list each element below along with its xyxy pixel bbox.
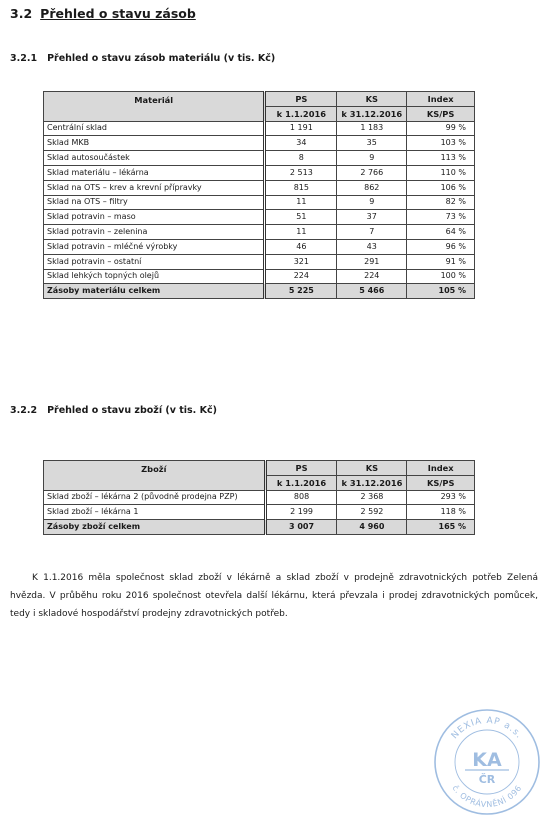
row-name: Sklad materiálu – lékárna bbox=[44, 165, 265, 180]
section-number: 3.2 bbox=[10, 6, 33, 21]
header-goods: Zboží bbox=[44, 461, 266, 491]
row-ps: 808 bbox=[265, 490, 337, 505]
row-ps: 51 bbox=[265, 210, 337, 225]
row-name: Sklad na OTS – filtry bbox=[44, 195, 265, 210]
row-index: 91 % bbox=[407, 254, 475, 269]
header-ps-date: k 1.1.2016 bbox=[265, 475, 337, 490]
subsection-heading-materials bbox=[10, 53, 275, 64]
paragraph-text: K 1.1.2016 měla společnost sklad zboží v lékárně a sklad zboží v prodejně zdravotnických potřeb Zelená hvězda. V průběhu roku 2016 společnost otevřela další lékárnu, která převzala i prodej zdravotnických pomůcek, tedy i skladové hospodářství prodejny zdravotnických potřeb. bbox=[10, 573, 538, 619]
header-ks-date: k 31.12.2016 bbox=[337, 106, 407, 121]
header-index: Index bbox=[407, 92, 475, 107]
row-index: 64 % bbox=[407, 225, 475, 240]
table-row bbox=[44, 490, 475, 505]
subsection-title: Přehled o stavu zásob materiálu (v tis. Kč) bbox=[47, 53, 276, 64]
row-name: Sklad na OTS – krev a krevní přípravky bbox=[44, 180, 265, 195]
row-name: Sklad MKB bbox=[44, 136, 265, 151]
table-row bbox=[44, 269, 475, 284]
row-ks: 224 bbox=[337, 269, 407, 284]
total-ps: 3 007 bbox=[265, 520, 337, 535]
total-index: 165 % bbox=[407, 520, 475, 535]
row-ps: 1 191 bbox=[265, 121, 337, 136]
row-ps: 321 bbox=[265, 254, 337, 269]
row-ks: 1 183 bbox=[337, 121, 407, 136]
row-ks: 9 bbox=[337, 151, 407, 166]
row-ks: 43 bbox=[337, 239, 407, 254]
subsection-number: 3.2.2 bbox=[10, 405, 38, 416]
row-ks: 2 592 bbox=[337, 505, 407, 520]
row-ks: 35 bbox=[337, 136, 407, 151]
row-name: Sklad potravin – ostatní bbox=[44, 254, 265, 269]
table-row bbox=[44, 121, 475, 136]
table-row bbox=[44, 180, 475, 195]
header-ps: PS bbox=[265, 461, 337, 476]
row-index: 110 % bbox=[407, 165, 475, 180]
row-index: 293 % bbox=[407, 490, 475, 505]
row-ps: 8 bbox=[265, 151, 337, 166]
table-row bbox=[44, 151, 475, 166]
header-index-sub: KS/PS bbox=[407, 106, 475, 121]
stamp-top-text: NEXIA AP a.s. bbox=[449, 715, 525, 742]
row-index: 113 % bbox=[407, 151, 475, 166]
table-row bbox=[44, 225, 475, 240]
row-ps: 2 199 bbox=[265, 505, 337, 520]
header-index-sub: KS/PS bbox=[407, 475, 475, 490]
header-index: Index bbox=[407, 461, 475, 476]
header-ps-date: k 1.1.2016 bbox=[265, 106, 337, 121]
row-index: 100 % bbox=[407, 269, 475, 284]
row-name: Sklad potravin – mléčné výrobky bbox=[44, 239, 265, 254]
row-name: Sklad autosoučástek bbox=[44, 151, 265, 166]
header-ks: KS bbox=[337, 92, 407, 107]
materials-table bbox=[43, 91, 475, 299]
row-index: 118 % bbox=[407, 505, 475, 520]
subsection-heading-goods bbox=[10, 405, 217, 416]
svg-text:NEXIA AP a.s. bbox=[450, 716, 524, 741]
goods-table bbox=[43, 460, 475, 535]
header-material: Materiál bbox=[44, 92, 265, 122]
table-row bbox=[44, 210, 475, 225]
row-ks: 7 bbox=[337, 225, 407, 240]
header-ks: KS bbox=[337, 461, 407, 476]
row-ps: 34 bbox=[265, 136, 337, 151]
row-ks: 862 bbox=[337, 180, 407, 195]
stamp-center-text: KA bbox=[472, 749, 502, 771]
row-index: 106 % bbox=[407, 180, 475, 195]
table-row bbox=[44, 254, 475, 269]
row-ks: 2 766 bbox=[337, 165, 407, 180]
row-ps: 46 bbox=[265, 239, 337, 254]
row-ks: 37 bbox=[337, 210, 407, 225]
table-row bbox=[44, 239, 475, 254]
row-ps: 11 bbox=[265, 225, 337, 240]
row-ks: 291 bbox=[337, 254, 407, 269]
total-row bbox=[44, 520, 475, 535]
row-ps: 224 bbox=[265, 269, 337, 284]
total-row bbox=[44, 284, 475, 299]
header-ps: PS bbox=[265, 92, 337, 107]
row-name: Sklad zboží – lékárna 2 (původně prodejna PZP) bbox=[44, 490, 266, 505]
table-row bbox=[44, 165, 475, 180]
row-index: 99 % bbox=[407, 121, 475, 136]
table-row bbox=[44, 195, 475, 210]
row-name: Sklad zboží – lékárna 1 bbox=[44, 505, 266, 520]
total-index: 105 % bbox=[407, 284, 475, 299]
total-ps: 5 225 bbox=[265, 284, 337, 299]
row-name: Sklad potravin – zelenina bbox=[44, 225, 265, 240]
row-ks: 9 bbox=[337, 195, 407, 210]
row-name: Sklad lehkých topných olejů bbox=[44, 269, 265, 284]
table-row bbox=[44, 505, 475, 520]
section-heading bbox=[10, 6, 196, 21]
section-title: Přehled o stavu zásob bbox=[40, 6, 196, 21]
subsection-number: 3.2.1 bbox=[10, 53, 38, 64]
svg-text:č. OPRÁVNĚNÍ 096 bbox=[450, 783, 523, 809]
row-name: Centrální sklad bbox=[44, 121, 265, 136]
total-ks: 5 466 bbox=[337, 284, 407, 299]
total-name: Zásoby zboží celkem bbox=[44, 520, 266, 535]
row-index: 103 % bbox=[407, 136, 475, 151]
row-ps: 2 513 bbox=[265, 165, 337, 180]
header-ks-date: k 31.12.2016 bbox=[337, 475, 407, 490]
auditor-stamp-seal bbox=[431, 706, 543, 818]
subsection-title: Přehled o stavu zboží (v tis. Kč) bbox=[47, 405, 217, 416]
row-ps: 815 bbox=[265, 180, 337, 195]
total-name: Zásoby materiálu celkem bbox=[44, 284, 265, 299]
stamp-center-sub: ČR bbox=[478, 773, 496, 786]
row-name: Sklad potravin – maso bbox=[44, 210, 265, 225]
row-ks: 2 368 bbox=[337, 490, 407, 505]
total-ks: 4 960 bbox=[337, 520, 407, 535]
table-row bbox=[44, 136, 475, 151]
row-index: 96 % bbox=[407, 239, 475, 254]
row-ps: 11 bbox=[265, 195, 337, 210]
body-paragraph bbox=[10, 569, 538, 623]
row-index: 82 % bbox=[407, 195, 475, 210]
row-index: 73 % bbox=[407, 210, 475, 225]
stamp-bottom-text: č. OPRÁVNĚNÍ 096 bbox=[450, 783, 524, 810]
